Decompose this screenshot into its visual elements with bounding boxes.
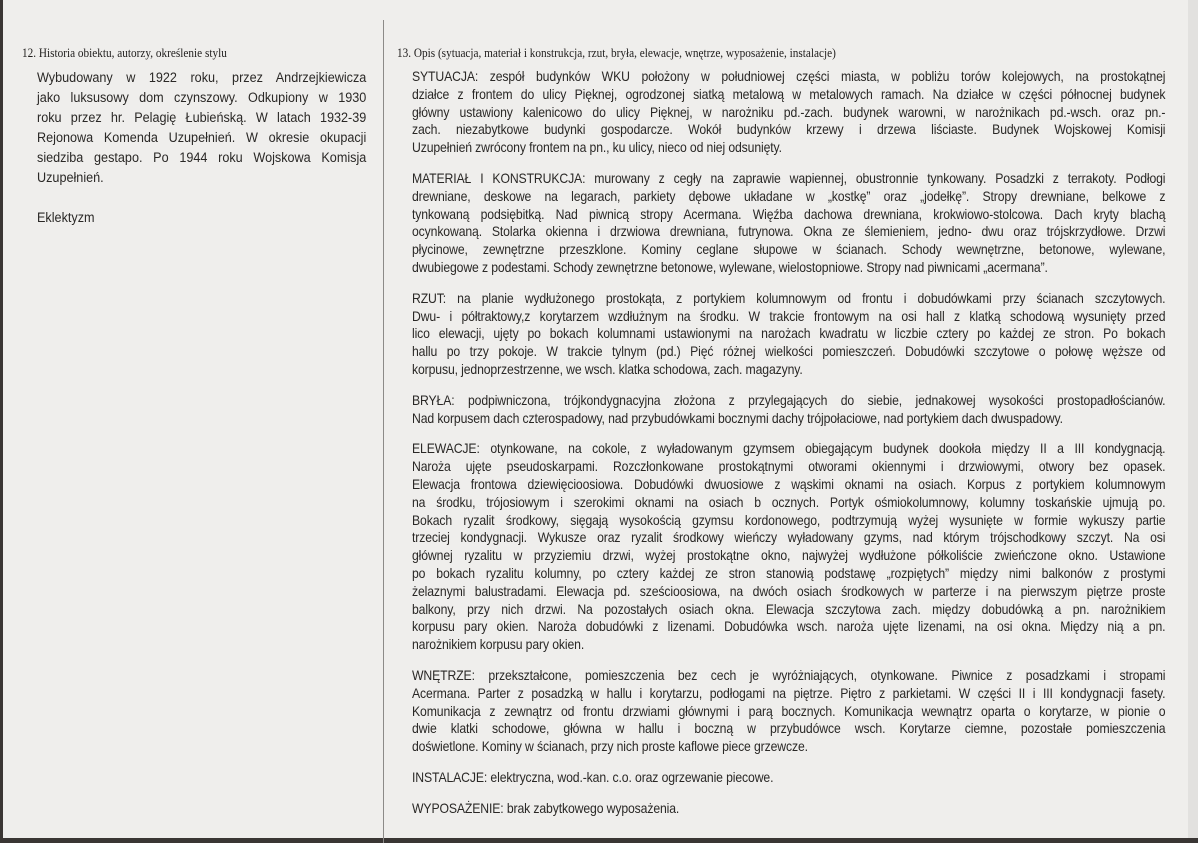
paragraph-line: zach. niezabytkowe budynki gospodarcze. Wokół budynków krzewy i drzewa liściaste. Budynek Wojskowej Komisji [412,121,1166,138]
paragraph-line: ELEWACJE: otynkowane, na cokole, z wyładowanym gzymsem obiegającym budynek dookoła między II a III kondygnacją. [412,440,1166,457]
column-divider [383,20,384,843]
paragraph-line: Uzupełnień zwrócony frontem na pn., ku ulicy, nieco od niej odsunięty. [412,139,782,156]
paragraph-wnetrze [412,667,1165,756]
section-12-header: 12. Historia obiektu, autorzy, określenie stylu [22,46,227,60]
paragraph-line: po bokach ryzalitu kolumny, po cztery każdej ze stron stanowią podstawę „rozpiętych” między nimi balkonów z prostymi [412,564,1166,581]
paragraph-line: żelaznymi balustradami. Elewacja pd. sześcioosiowa, na dwóch osiach środkowych w parterze i na pierwszym piętrze proste [412,582,1166,599]
paragraph-line: tynkowaną podsiębitką. Nad piwnicą stropy Acermana. Więźba dachowa drewniana, krokwiowo-stolcowa. Dach kryty blachą [412,205,1166,222]
paragraph-bryla [412,392,1165,428]
paragraph-line: główny ustawiony kalenicowo do ulicy Pięknej, w narożniku pd.-zach. budynek warowni, w narożnikach pd.-wsch. oraz pn.- [412,103,1166,120]
scan-edge-bottom [0,838,1198,843]
history-line: roku przez hr. Pelagię Łubieńską. W latach 1932-39 [37,110,367,126]
paragraph-line: WYPOSAŻENIE: brak zabytkowego wyposażenia. [412,799,680,816]
paragraph-line: INSTALACJE: elektryczna, wod.-kan. c.o. oraz ogrzewanie piecowe. [412,768,774,785]
paragraph-line: ocynkowaną. Stolarka okienna i drzwiowa drewniana, futrynowa. Okna ze ślemieniem, jedno- dwu oraz trójskrzydłowe. Drzwi [412,223,1166,240]
history-line: Rejonowa Komenda Uzupełnień. W okresie okupacji [37,130,367,146]
paragraph-line: narożnikiem korpusu pary okien. [412,636,585,653]
paragraph-line: Nad korpusem dach czterospadowy, nad przybudówkami bocznymi dachy trójpołaciowe, nad portykiem dach dwuspadowy. [412,409,1063,426]
history-line: jako luksusowy dom czynszowy. Odkupiony w 1930 [37,90,367,106]
paragraph-line: balkony, przy nich drzwi. Na pozostałych osiach okna. Elewacja szczytowa zach. między dobudówką a pn. narożnikiem [412,600,1166,617]
paragraph-line: płycinowe, zewnętrzne przeszklone. Kominy ceglane słupowe w ścianach. Schody wewnętrzne, betonowe, wylewane, [412,241,1166,258]
section-13-header: 13. Opis (sytuacja, materiał i konstrukcja, rzut, bryła, elewacje, wnętrze, wyposażenie, instalacje) [397,46,836,60]
style-label: Eklektyzm [37,210,95,226]
paragraph-line: korpusu pary okien. Naroża dobudówki z lizenami. Dobudówka wsch. naroża ujęte lizenami, na osi okna. Między nią a pn. [412,618,1166,635]
paragraph-line: Komunikacja z zewnątrz od frontu drzwiami głównymi i parą bocznych. Komunikacja wewnątrz oparta o korytarze, w pionie o [412,702,1166,719]
history-line: Wybudowany w 1922 roku, przez Andrzejkiewicza [37,70,367,86]
paragraph-wyposazenie [412,800,1165,818]
paragraph-line: doświetlone. Kominy w ścianach, przy nich proste kaflowe piece grzewcze. [412,738,808,755]
paragraph-line: korpusu, jednoprzestrzenne, we wsch. klatka schodowa, zach. magazyny. [412,360,803,377]
paragraph-sytuacja [412,68,1165,157]
paragraph-line: lico elewacji, ujęty po bokach kolumnami ustawionymi na narożach kwadratu w liczbie cztery po każdej ze stron. Po bokach [412,325,1166,342]
paragraph-line: SYTUACJA: zespół budynków WKU położony w południowej części miasta, w pobliżu torów kolejowych, na prostokątnej [412,68,1166,84]
paragraph-line: Naroża ujęte pseudoskarpami. Rozczłonkowane prostokątnymi otworami okiennymi i drzwiowymi, otwory bez opasek. [412,458,1166,475]
paragraph-line: działce z frontem do ulicy Pięknej, ogrodzonej siatką metalową w metalowych ramach. Na działce w części północnej budynek [412,85,1166,102]
paragraph-line: MATERIAŁ I KONSTRUKCJA: murowany z cegły na zaprawie wapiennej, obustronnie tynkowany. Posadzki z terrakoty. Podłogi [412,169,1166,186]
paragraph-line: trzeciej kondygnacji. Wykusze oraz ryzalit środkowy wieńczy wyładowany gzyms, nad którym trójschodkowy szczyt. Na osi [412,529,1166,546]
history-line: siedziba gestapo. Po 1944 roku Wojskowa Komisja [37,150,367,166]
paragraph-line: drewniane, deskowe na legarach, parkiety dębowe układane w „kostkę” oraz „jodełkę”. Stropy drewniane, belkowe z [412,187,1166,204]
paragraph-line: na środku, trójosiowym i szerokimi oknami na osiach b ocznych. Portyk ośmiokolumnowy, kolumny toskańskie ujmują po. [412,493,1166,510]
paragraph-line: Dwu- i półtraktowy,z korytarzem wzdłużnym na środku. W trakcie frontowym na osi hall z klatką schodową wysunięty przed [412,307,1166,324]
paragraph-line: dwubiegowe z podestami. Schody zewnętrzne betonowe, wylewane, wielostopniowe. Stropy nad piwnicami „acermana”. [412,258,1048,275]
paragraph-rzut [412,290,1165,379]
paragraph-instalacje [412,769,1165,787]
paragraph-line: WNĘTRZE: przekształcone, pomieszczenia bez cech je wyróżniających, otynkowane. Piwnice z posadzkami i stropami [412,666,1166,683]
paragraph-line: dwie klatki schodowe, główna w hallu i boczną w przybudówce wsch. Korytarze ciemne, pozostałe pomieszczenia [412,720,1166,737]
paragraph-line: Bokach ryzalit środkowy, sięgają wysokością gzymsu kordonowego, podtrzymują wyżej wysunięte w formie wykuszy partie [412,511,1166,528]
history-paragraph [37,68,366,188]
scan-edge-left [0,0,3,843]
description-column [412,68,1165,830]
paragraph-material-konstrukcja [412,170,1165,277]
paragraph-line: Elewacja frontowa dziewięcioosiowa. Dobudówki dwuosiowe z wąskimi oknami na osiach. Korpus z portykiem kolumnowym [412,475,1166,492]
paragraph-line: BRYŁA: podpiwniczona, trójkondygnacyjna złożona z przylegających do siebie, jednakowej wysokości prostopadłościanów. [412,391,1166,408]
history-line: Uzupełnień. [37,170,104,186]
scan-edge-right [1188,0,1198,843]
paragraph-line: głównej ryzalitu w przyziemiu drzwi, wyżej prostokątne okno, najwyżej wydłużone półkoliście zwieńczone okno. Ustawione [412,547,1166,564]
paragraph-line: Acermana. Parter z posadzką w hallu i korytarzu, podłogami na piętrze. Piętro z parkietami. W części II i III kondygnacji fasety. [412,684,1166,701]
paragraph-line: RZUT: na planie wydłużonego prostokąta, z portykiem kolumnowym od frontu i dobudówkami przy ścianach szczytowych. [412,289,1166,306]
history-column [37,68,366,228]
paragraph-line: hallu po trzy pokoje. W trakcie tylnym (pd.) Pięć różnej wielkości pomieszczeń. Dobudówki szczytowe o połowę węższe od [412,343,1166,360]
paragraph-elewacje [412,440,1165,654]
